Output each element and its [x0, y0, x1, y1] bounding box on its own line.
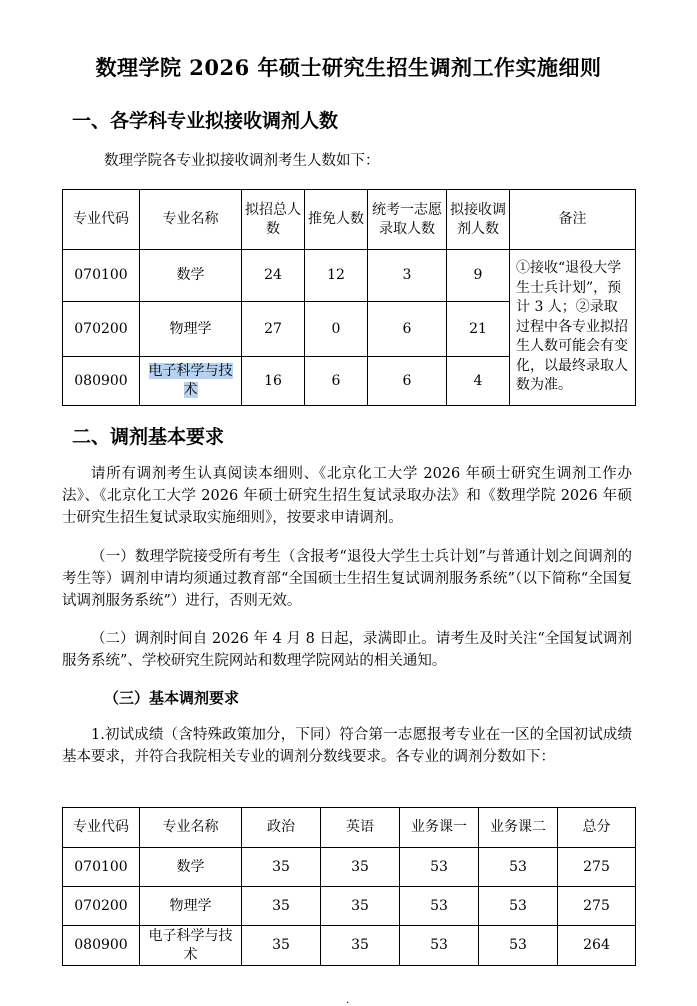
cell: 4 [447, 357, 510, 406]
table-row [63, 250, 636, 302]
cell: 12 [305, 250, 368, 302]
header-cell: 拟招总人数 [242, 190, 305, 250]
quota-table [62, 189, 636, 406]
header-cell: 政治 [242, 808, 321, 848]
cell: 070100 [63, 848, 140, 887]
header-cell: 专业名称 [140, 808, 242, 848]
cell: 6 [368, 302, 447, 357]
cell: 53 [479, 887, 558, 926]
cell: 35 [321, 848, 400, 887]
paragraph: 请所有调剂考生认真阅读本细则、《北京化工大学 2026 年硕士研究生调剂工作办法》、《北京化工大学 2026 年硕士研究生招生复试录取办法》和《数理学院 2026 年硕士研究生招生复试录取实施细则》，按要求申请调剂。 [62, 466, 632, 526]
cell: 53 [479, 848, 558, 887]
cell: 53 [400, 926, 479, 966]
selected-text[interactable]: 电子科学与技术 [148, 363, 233, 398]
cell: 35 [321, 887, 400, 926]
cell: 6 [305, 357, 368, 406]
header-cell: 业务课一 [400, 808, 479, 848]
subheading: （三）基本调剂要求 [104, 689, 240, 707]
header-cell: 拟接收调剂人数 [447, 190, 510, 250]
score-table-header-row [63, 808, 636, 848]
header-cell: 业务课二 [479, 808, 558, 848]
section-heading-1: 一、各学科专业拟接收调剂人数 [72, 110, 339, 132]
cell: 53 [400, 887, 479, 926]
cell: 35 [321, 926, 400, 966]
cell: 070100 [63, 250, 140, 302]
cell: 0 [305, 302, 368, 357]
cell: 物理学 [140, 302, 242, 357]
cell: 物理学 [140, 887, 242, 926]
cell: 264 [558, 926, 636, 966]
section-1-intro: 数理学院各专业拟接收调剂考生人数如下： [104, 153, 380, 169]
cell: 24 [242, 250, 305, 302]
cell: 080900 [63, 926, 140, 966]
paragraph: 1.初试成绩（含特殊政策加分，下同）符合第一志愿报考专业在一区的全国初试成绩基本要求，并符合我院相关专业的调剂分数线要求。各专业的调剂分数如下： [62, 727, 632, 765]
cell: 9 [447, 250, 510, 302]
cell: 275 [558, 887, 636, 926]
remarks-cell: ①接收“退役大学生士兵计划”，预计 3 人；②录取过程中各专业拟招生人数可能会有变化，以最终录取人数为准。 [510, 250, 636, 406]
cell: 35 [242, 887, 321, 926]
cell: 53 [479, 926, 558, 966]
section-heading-2: 二、调剂基本要求 [72, 426, 225, 448]
score-table [62, 807, 636, 966]
page-footer-mark: . [346, 995, 350, 1006]
paragraph: （二）调剂时间自 2026 年 4 月 8 日起，录满即止。请考生及时关注“全国复试调剂服务系统”、学校研究生院网站和数理学院网站的相关通知。 [62, 631, 632, 669]
cell: 070200 [63, 887, 140, 926]
header-cell: 总分 [558, 808, 636, 848]
header-cell: 专业代码 [63, 190, 140, 250]
cell: 070200 [63, 302, 140, 357]
cell: 16 [242, 357, 305, 406]
table-row [63, 887, 636, 926]
cell: 数学 [140, 250, 242, 302]
table-row [63, 926, 636, 966]
cell: 数学 [140, 848, 242, 887]
table-row [63, 848, 636, 887]
page-title: 数理学院 2026 年硕士研究生招生调剂工作实施细则 [95, 55, 602, 80]
cell: 53 [400, 848, 479, 887]
header-cell: 备注 [510, 190, 636, 250]
header-cell: 推免人数 [305, 190, 368, 250]
cell: 27 [242, 302, 305, 357]
cell: 080900 [63, 357, 140, 406]
cell: 3 [368, 250, 447, 302]
cell: 6 [368, 357, 447, 406]
header-cell: 英语 [321, 808, 400, 848]
cell [140, 357, 242, 406]
header-cell: 专业名称 [140, 190, 242, 250]
cell: 21 [447, 302, 510, 357]
cell: 275 [558, 848, 636, 887]
cell: 35 [242, 926, 321, 966]
header-cell: 统考一志愿录取人数 [368, 190, 447, 250]
quota-table-header-row [63, 190, 636, 250]
cell: 电子科学与技术 [140, 926, 242, 966]
cell: 35 [242, 848, 321, 887]
paragraph: （一）数理学院接受所有考生（含报考“退役大学生士兵计划”与普通计划之间调剂的考生等）调剂申请均须通过教育部“全国硕士生招生复试调剂服务系统”（以下简称“全国复试调剂服务系统”）进行，否则无效。 [62, 549, 632, 609]
header-cell: 专业代码 [63, 808, 140, 848]
